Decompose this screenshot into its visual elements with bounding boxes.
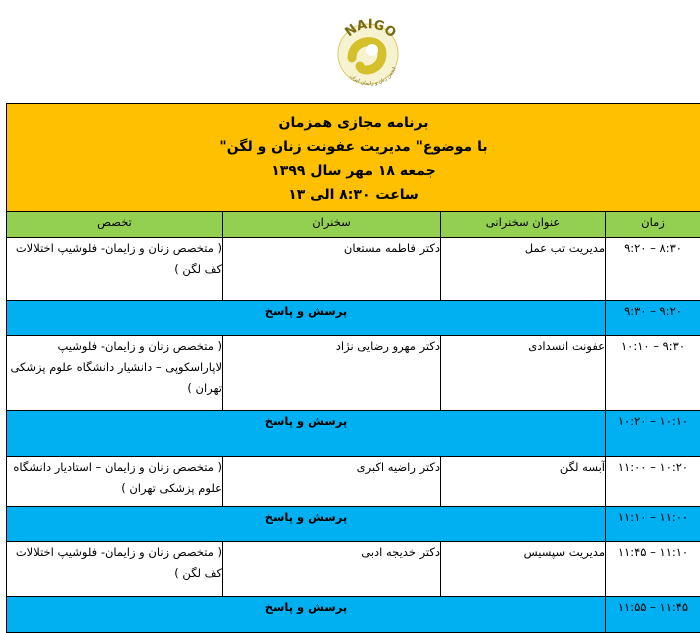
session-row — [7, 238, 700, 301]
qa-label: پرسش و پاسخ — [7, 597, 606, 633]
qa-label: پرسش و پاسخ — [7, 411, 606, 457]
col-speaker-header: سخنران — [223, 212, 441, 238]
program-date: جمعه ۱۸ مهر سال ۱۳۹۹ — [7, 159, 700, 183]
session-speaker: دکتر مهرو رضایی نژاد — [223, 336, 441, 411]
qa-time: ۱۰:۱۰ – ۱۰:۲۰ — [606, 411, 700, 457]
session-row — [7, 457, 700, 507]
session-specialty: ( متخصص زنان و زایمان- فلوشیپ لاپاراسکوپی – دانشیار دانشگاه علوم پزشکی تهران ) — [7, 336, 223, 411]
program-hours: ساعت ۸:۳۰ الی ۱۳ — [7, 183, 700, 207]
session-specialty: ( متخصص زنان و زایمان – استادیار دانشگاه علوم پزشکی تهران ) — [7, 457, 223, 507]
qa-label: پرسش و پاسخ — [7, 507, 606, 542]
qa-time: ۱۱:۰۰ – ۱۱:۱۰ — [606, 507, 700, 542]
qa-row — [7, 411, 700, 457]
naigo-logo-icon — [322, 8, 414, 100]
session-title: مدیریت تب عمل — [441, 238, 606, 301]
session-row — [7, 336, 700, 411]
qa-label: پرسش و پاسخ — [7, 301, 606, 336]
session-time: ۱۱:۱۰ – ۱۱:۴۵ — [606, 542, 700, 597]
session-specialty: ( متخصص زنان و زایمان- فلوشیپ اختلالات کف لگن ) — [7, 542, 223, 597]
program-topic: با موضوع" مدیریت عفونت زنان و لگن" — [7, 135, 700, 159]
svg-text:NAIGO: NAIGO — [342, 17, 398, 41]
session-time: ۱۰:۲۰ – ۱۱:۰۰ — [606, 457, 700, 507]
program-type: برنامه مجازی همزمان — [7, 111, 700, 135]
col-title-header: عنوان سخنرانی — [441, 212, 606, 238]
qa-row — [7, 507, 700, 542]
col-specialty-header: تخصص — [7, 212, 223, 238]
session-speaker: دکتر راضیه اکبری — [223, 457, 441, 507]
qa-row — [7, 301, 700, 336]
session-title: عفونت انسدادی — [441, 336, 606, 411]
session-specialty: ( متخصص زنان و زایمان- فلوشیپ اختلالات کف لگن ) — [7, 238, 223, 301]
program-header-row — [7, 104, 700, 212]
session-title: مدیریت سپسیس — [441, 542, 606, 597]
qa-time: ۱۱:۴۵ – ۱۱:۵۵ — [606, 597, 700, 633]
session-row — [7, 542, 700, 597]
qa-row — [7, 597, 700, 633]
svg-text:انجمن زنان و زایمان ایران: انجمن زنان و زایمان ایران — [349, 66, 398, 87]
session-time: ۹:۳۰ – ۱۰:۱۰ — [606, 336, 700, 411]
qa-time: ۹:۲۰ – ۹:۳۰ — [606, 301, 700, 336]
session-speaker: دکتر فاطمه مستعان — [223, 238, 441, 301]
program-table — [6, 103, 700, 633]
session-title: آبسه لگن — [441, 457, 606, 507]
col-time-header: زمان — [606, 212, 700, 238]
session-speaker: دکتر خدیجه ادبی — [223, 542, 441, 597]
column-header-row — [7, 212, 700, 238]
session-time: ۸:۳۰ – ۹:۲۰ — [606, 238, 700, 301]
